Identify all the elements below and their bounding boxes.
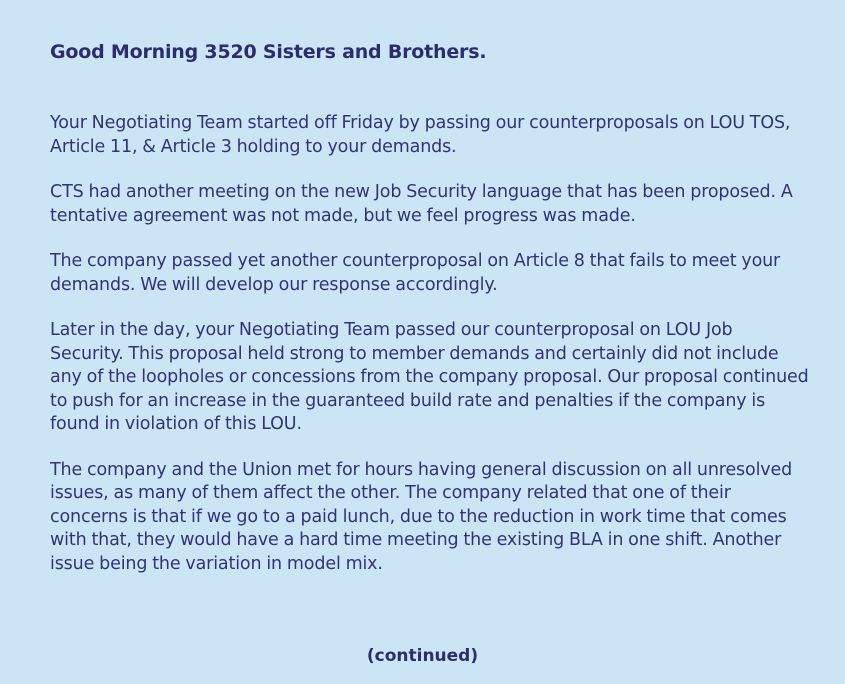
paragraph-general-discussion: The company and the Union met for hours having general discussion on all unresolved issues, as many of them affect the other. The company related that one of their concerns is that if we go to a paid lunch, due to the reduction in work time that comes with that, they would have a hard time meeting the existing BLA in one shift. Another issue being the variation in model mix.: [50, 459, 793, 574]
paragraph-article-8: The company passed yet another counterproposal on Article 8 that fails to meet your demands. We will develop our response accordingly.: [50, 251, 781, 295]
greeting-heading: Good Morning 3520 Sisters and Brothers.: [50, 41, 487, 63]
paragraph-lou-job-security: Later in the day, your Negotiating Team passed our counterproposal on LOU Job Security. This proposal held strong to member demands and certainly did not include any of the loopholes or concessions from the company proposal. Our proposal continued to push for an increase in the guaranteed build rate and penalties if the company is found in violation of this LOU.: [50, 320, 809, 434]
paragraph-cts-meeting: CTS had another meeting on the new Job Security language that has been proposed. A tentative agreement was not made, but we feel progress was made.: [50, 182, 793, 226]
letter-body: [50, 38, 810, 598]
paragraph-negotiating-team: Your Negotiating Team started off Friday by passing our counterproposals on LOU TOS, Article 11, & Article 3 holding to your demands.: [50, 113, 791, 157]
continued-label: (continued): [366, 646, 479, 666]
